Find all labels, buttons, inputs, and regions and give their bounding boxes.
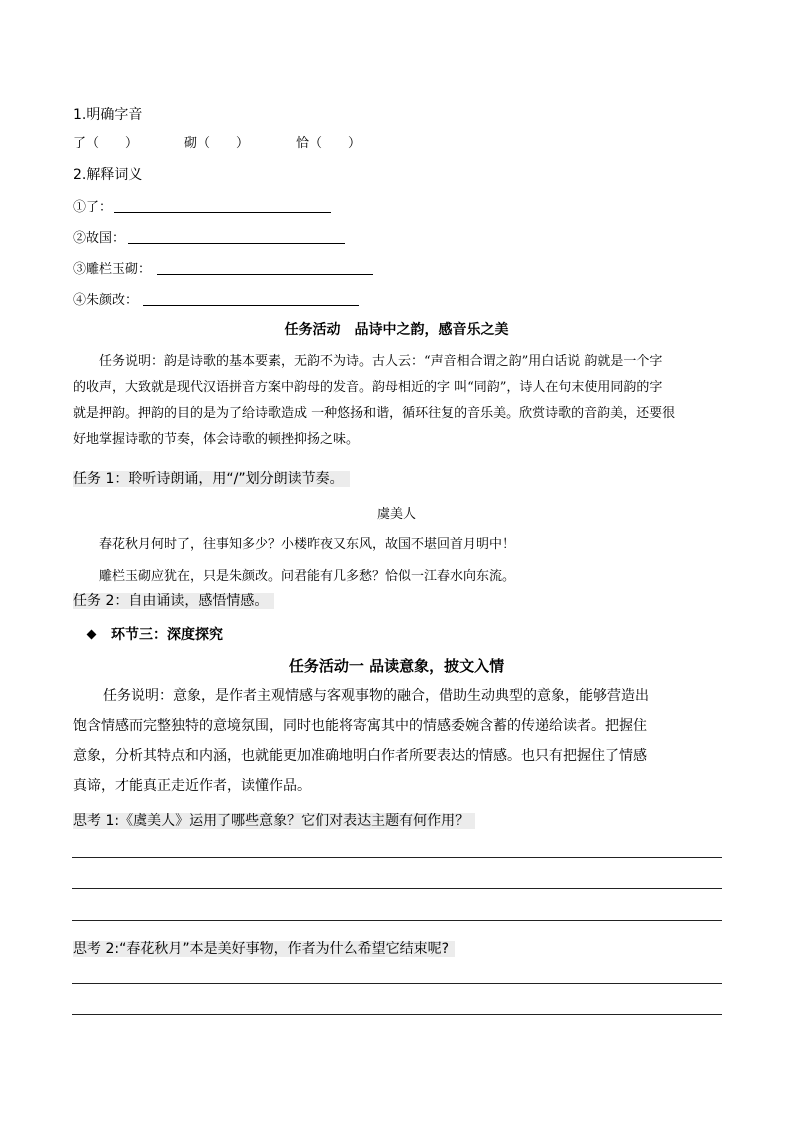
task-2: 任务 2：自由诵读，感悟情感。 bbox=[73, 593, 274, 609]
pron-item-2: 砌（ ） bbox=[184, 136, 250, 151]
rhyme-line-2: 的收声，大致就是现代汉语拼音方案中韵母的发音。韵母相近的字 叫“同韵”，诗人在句末使用同韵的字 bbox=[73, 380, 663, 395]
think-question-2: 思考 2:“春花秋月”本是美好事物，作者为什么希望它结束呢? bbox=[73, 941, 455, 957]
imagery-line-1: 任务说明：意象，是作者主观情感与客观事物的融合，借助生动典型的意象，能够营造出 bbox=[103, 688, 649, 704]
section-heading-3 bbox=[82, 626, 223, 644]
section-title-meanings: 2.解释词义 bbox=[73, 167, 143, 183]
task-1: 任务 1：聆听诗朗诵，用“/”划分朗读节奏。 bbox=[73, 471, 350, 487]
meaning-item-1: ①了： bbox=[73, 200, 113, 215]
rhyme-line-4: 好地掌握诗歌的节奏，体会诗歌的顿挫抑扬之味。 bbox=[73, 432, 360, 447]
answer-blank-1[interactable] bbox=[114, 212, 331, 213]
answer-line-2[interactable] bbox=[72, 888, 722, 889]
answer-line-3[interactable] bbox=[72, 920, 722, 921]
section-title-pronunciation: 1.明确字音 bbox=[73, 107, 143, 123]
section-heading-3-text: 环节三：深度探究 bbox=[111, 627, 223, 643]
imagery-explanation bbox=[73, 686, 723, 806]
rhyme-explanation bbox=[73, 353, 723, 457]
activity-title-rhyme: 任务活动 品诗中之韵，感音乐之美 bbox=[284, 322, 509, 338]
meaning-item-3: ③雕栏玉砌： bbox=[73, 262, 152, 277]
answer-blank-2[interactable] bbox=[128, 243, 345, 244]
activity-title-imagery: 任务活动一 品读意象，披文入情 bbox=[288, 657, 505, 675]
poem-title: 虞美人 bbox=[376, 507, 416, 522]
pron-item-3: 恰（ ） bbox=[296, 136, 362, 151]
answer-line-1[interactable] bbox=[72, 857, 722, 858]
rhyme-line-3: 就是押韵。押韵的目的是为了给诗歌造成 一种悠扬和谐，循环往复的音乐美。欣赏诗歌的音韵美，还要很 bbox=[73, 406, 676, 421]
imagery-line-4: 真谛，才能真正走近作者，读懂作品。 bbox=[73, 778, 311, 794]
meaning-item-4: ④朱颜改： bbox=[73, 293, 139, 308]
imagery-line-3: 意象，分析其特点和内涵，也就能更加准确地明白作者所要表达的情感。也只有把握住了情感 bbox=[73, 748, 647, 764]
answer-blank-4[interactable] bbox=[143, 305, 359, 306]
poem-line-2: 雕栏玉砌应犹在，只是朱颜改。问君能有几多愁？恰似一江春水向东流。 bbox=[99, 569, 516, 584]
answer-line-4[interactable] bbox=[72, 983, 722, 984]
rhyme-line-1: 任务说明：韵是诗歌的基本要素，无韵不为诗。古人云：“声音相合谓之韵”用白话说 韵就是一个字 bbox=[99, 354, 663, 369]
answer-line-5[interactable] bbox=[72, 1014, 722, 1015]
poem-line-1: 春花秋月何时了，往事知多少？小楼昨夜又东风，故国不堪回首月明中！ bbox=[99, 537, 516, 552]
pron-item-1: 了（ ） bbox=[73, 136, 139, 151]
think-question-1: 思考 1:《虞美人》运用了哪些意象？它们对表达主题有何作用？ bbox=[73, 813, 475, 829]
imagery-line-2: 饱含情感而完整独特的意境氛围，同时也能将寄寓其中的情感委婉含蓄的传递给读者。把握住 bbox=[73, 718, 647, 734]
answer-blank-3[interactable] bbox=[157, 274, 373, 275]
meaning-item-2: ②故国： bbox=[73, 231, 126, 246]
diamond-bullet-icon bbox=[87, 630, 97, 640]
